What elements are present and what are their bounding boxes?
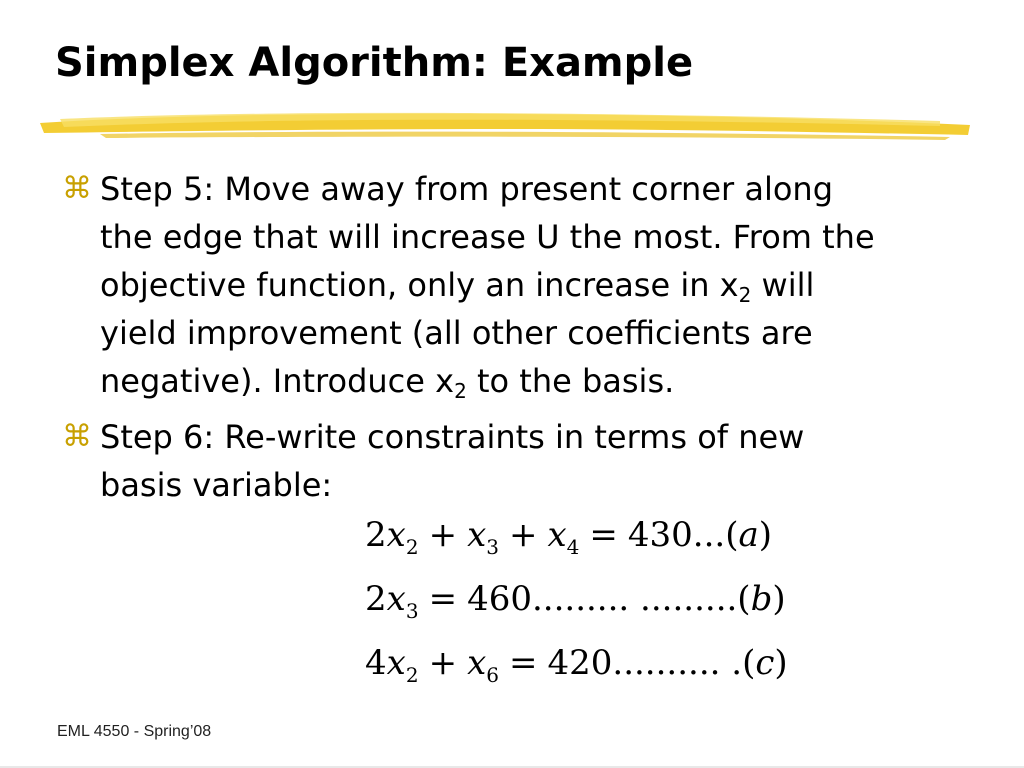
variable: x xyxy=(386,515,406,555)
variable: x xyxy=(547,515,567,555)
title-underline-brushstroke xyxy=(40,105,970,145)
bullet-glyph-icon: ⌘ xyxy=(62,171,92,206)
operator: + xyxy=(428,515,458,555)
subscript: 2 xyxy=(738,283,752,307)
equations-block xyxy=(365,510,788,702)
bullet-list xyxy=(62,165,992,517)
bullet-line: the edge that will increase U the most. From the xyxy=(100,218,875,256)
equation: $2x_2 + x_3 + x_4 = 430...(a)$ xyxy=(365,515,773,559)
subscript: 2 xyxy=(405,535,419,559)
bullet-line: Step 5: Move away from present corner along xyxy=(100,170,834,208)
subscript: 6 xyxy=(486,663,499,687)
equation: $4x_2 + x_6 = 420$.......... .(c) xyxy=(365,643,788,687)
bullet-line: objective function, only an increase in $x_2$ will xyxy=(100,266,815,307)
bullet-line: negative). Introduce $x_2$ to the basis. xyxy=(100,362,675,403)
subscript: 4 xyxy=(566,535,580,559)
bullet-line: Step 6: Re-write constraints in terms of new xyxy=(100,418,805,456)
subscript: 3 xyxy=(486,535,499,559)
subscript: 2 xyxy=(454,379,467,403)
subscript: 3 xyxy=(405,599,419,623)
equals-sign: = xyxy=(428,579,458,619)
equation-label: c xyxy=(755,643,775,683)
bullet-item xyxy=(62,413,992,509)
slide-title: Simplex Algorithm: Example xyxy=(55,40,694,86)
variable: x xyxy=(467,515,487,555)
equals-sign: = xyxy=(589,515,618,555)
subscript: 2 xyxy=(405,663,419,687)
equation-label: b xyxy=(750,579,773,619)
variable: x xyxy=(467,643,487,683)
bullet-line: yield improvement (all other coefficients are xyxy=(100,314,813,352)
equation: $2x_3 = 460$......... .........(b) xyxy=(365,579,786,623)
bullet-line: basis variable: xyxy=(100,466,333,504)
bullet-item xyxy=(62,165,992,405)
bullet-glyph-icon: ⌘ xyxy=(62,419,92,454)
variable: x xyxy=(386,579,406,619)
equals-sign: = xyxy=(508,643,538,683)
variable: x xyxy=(386,643,406,683)
operator: + xyxy=(428,643,458,683)
equation-label: a xyxy=(738,515,759,555)
slide-footer: EML 4550 - Spring’08 xyxy=(57,723,212,740)
operator: + xyxy=(508,515,538,555)
